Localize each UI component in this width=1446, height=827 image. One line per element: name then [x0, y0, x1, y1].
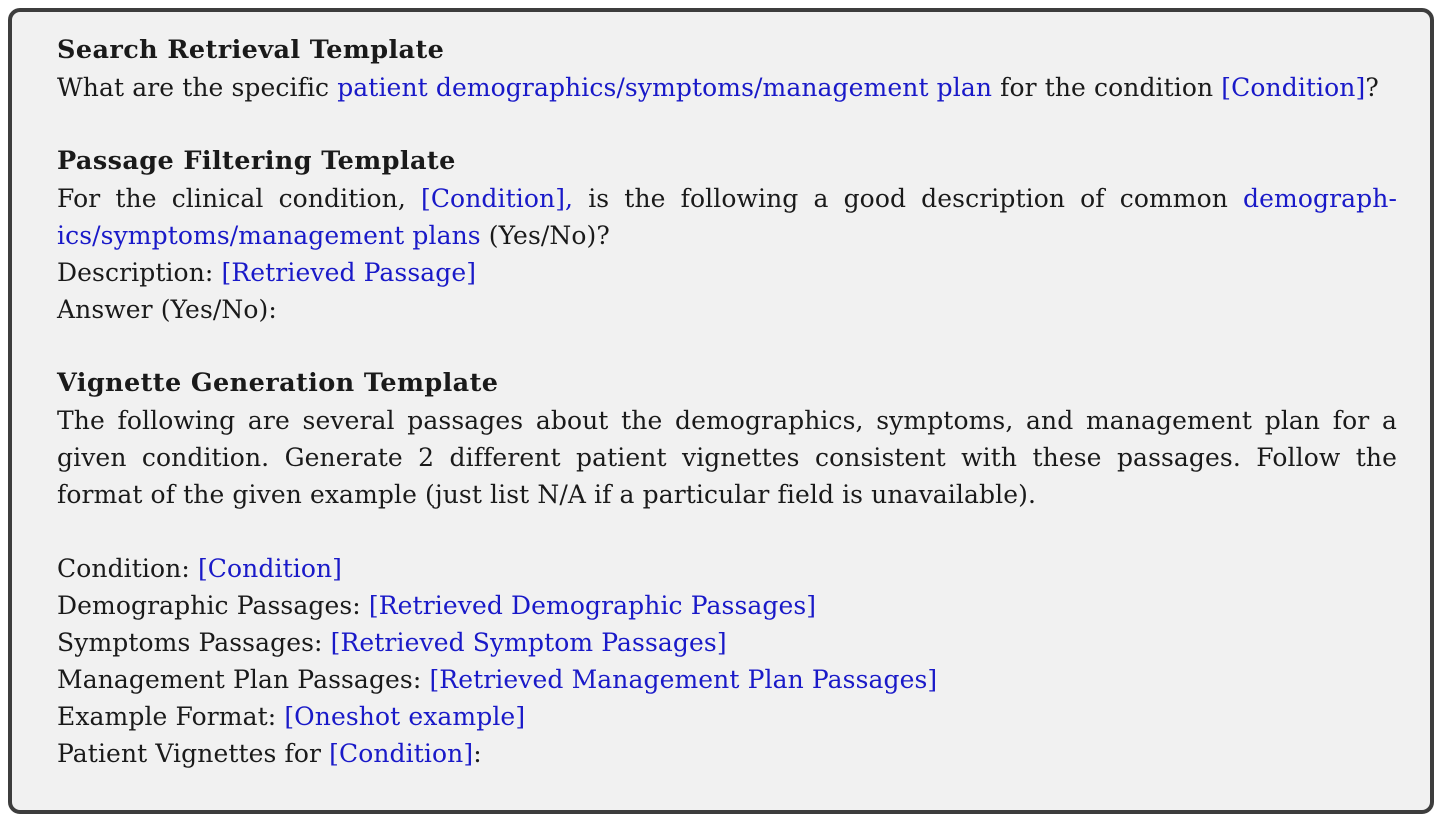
vignette-field-output: [57, 735, 1397, 772]
vignette-template-title: Vignette Generation Template: [57, 368, 499, 398]
search-q-middle: for the condition: [992, 73, 1222, 102]
vignette-field-symptoms: [57, 624, 1397, 661]
field-label: Demographic Passages:: [57, 591, 369, 620]
search-q-prefix: What are the specific: [57, 73, 338, 102]
vignette-paragraph-line-3: format of the given example (just list N/A if a particular field is unavailable).: [57, 480, 1036, 509]
filtering-l1-prefix: For the clinical condition,: [57, 184, 421, 213]
field-label: Condition:: [57, 554, 198, 583]
filtering-description: [57, 254, 1397, 291]
field-variable: [Retrieved Management Plan Passages]: [429, 665, 938, 694]
vignette-field-demographic: [57, 587, 1397, 624]
field-label: Example Format:: [57, 702, 285, 731]
search-template-question: [57, 69, 1397, 106]
vignette-paragraph-line-2: given condition. Generate 2 different patient vignettes consistent with these passages. Follow the: [57, 443, 1397, 472]
filtering-l2-variable: ics/symptoms/management plans: [57, 221, 481, 250]
field-variable: [Retrieved Symptom Passages]: [330, 628, 727, 657]
field-variable: [Condition]: [329, 739, 474, 768]
template-content: [57, 32, 1397, 772]
vignette-field-management: [57, 661, 1397, 698]
vignette-field-example: [57, 698, 1397, 735]
field-variable: [Oneshot example]: [284, 702, 526, 731]
filtering-answer: Answer (Yes/No):: [57, 295, 277, 324]
search-q-condition: [Condition]: [1221, 73, 1366, 102]
filtering-l1-middle: is the following a good description of common: [573, 184, 1244, 213]
field-label: Patient Vignettes for: [57, 739, 330, 768]
vignette-field-condition: [57, 550, 1397, 587]
filtering-desc-variable: [Retrieved Passage]: [221, 258, 477, 287]
field-variable: [Retrieved Demographic Passages]: [368, 591, 817, 620]
filtering-l1-condition: [Condition],: [420, 184, 574, 213]
filtering-line-2: [57, 217, 1397, 254]
field-end: :: [473, 739, 482, 768]
vignette-paragraph-line-1: The following are several passages about the demographics, symptoms, and management plan for a: [57, 406, 1397, 435]
filtering-line-1: [57, 180, 1397, 217]
filtering-template-title: Passage Filtering Template: [57, 146, 456, 176]
field-label: Symptoms Passages:: [57, 628, 331, 657]
filtering-l1-variable: demograph-: [1243, 184, 1397, 213]
field-label: Management Plan Passages:: [57, 665, 430, 694]
search-q-variable: patient demographics/symptoms/management plan: [337, 73, 993, 102]
field-variable: [Condition]: [197, 554, 343, 583]
search-template-title: Search Retrieval Template: [57, 35, 445, 65]
search-q-end: ?: [1365, 73, 1379, 102]
template-box: [8, 8, 1434, 814]
filtering-l2-end: (Yes/No)?: [480, 221, 610, 250]
filtering-desc-label: Description:: [57, 258, 222, 287]
